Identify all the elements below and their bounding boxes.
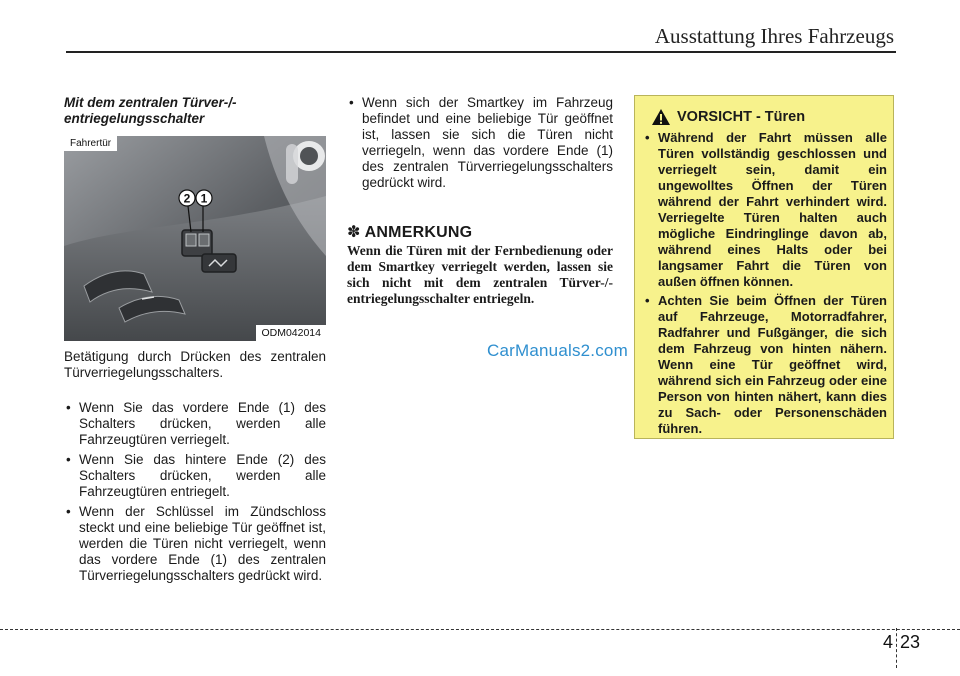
footer-rule <box>0 629 960 630</box>
note-heading: ✽ ANMERKUNG <box>347 224 473 241</box>
warning-icon <box>651 108 671 126</box>
smartkey-list <box>347 95 613 195</box>
door-panel-illustration <box>64 136 326 341</box>
page-number-divider <box>896 628 897 668</box>
intro-paragraph: Betätigung durch Drücken des zentralen Türverriegelungsschalters. <box>64 349 326 380</box>
lock-behavior-list <box>64 400 326 588</box>
list-item: • Wenn Sie das hintere Ende (2) des Schalters drücken, werden alle Fahrzeugtüren entriegelt. <box>64 452 326 500</box>
list-item: • Wenn der Schlüssel im Zündschloss steckt und eine beliebige Tür geöffnet ist, werden die Türen nicht verriegelt, wenn das vordere Ende (1) des zentralen Türverriegelungsschalters gedrückt wird. <box>64 504 326 584</box>
note-text: Wenn die Türen mit der Fernbedienung oder dem Smartkey verriegelt werden, lassen sie sich nicht mit dem zentralen Türver-/-entriegelungsschalter entriegeln. <box>347 243 613 306</box>
list-item: • Wenn Sie das vordere Ende (1) des Schalters drücken, werden alle Fahrzeugtüren verriegelt. <box>64 400 326 448</box>
chapter-number: 4 <box>883 632 894 652</box>
caution-title: VORSICHT - Türen <box>677 109 806 125</box>
section-heading: Mit dem zentralen Türver-/-entriegelungsschalter <box>64 95 237 126</box>
caution-list <box>643 130 887 440</box>
header-rule <box>66 51 896 53</box>
figure-code: ODM042014 <box>256 325 326 341</box>
caution-box <box>634 95 894 439</box>
caution-header <box>651 106 805 128</box>
page-number: 23 <box>900 632 921 652</box>
callout-label-1: 1 <box>200 191 208 206</box>
list-item: • Achten Sie beim Öffnen der Türen auf Fahrzeuge, Motorradfahrer, Radfahrer und Fußgänger, die sich dem Fahrzeug von hinten nähern. Wenn eine Tür geöffnet wird, während sich ein Fahrzeug oder eine Person von hinten nähert, kann dies zu Sach- oder Personenschäden führen. <box>643 293 887 437</box>
page-header-title: Ausstattung Ihres Fahrzeugs <box>654 24 894 48</box>
callout-label-2: 2 <box>183 191 191 206</box>
watermark-link[interactable]: CarManuals2.com <box>487 341 628 360</box>
figure-tag: Fahrertür <box>64 136 117 151</box>
list-item: • Während der Fahrt müssen alle Türen vollständig geschlossen und verriegelt sein, damit ein ungewolltes Öffnen der Türen während der Fahrt verhindert wird. Verriegelte Türen halten auch mögliche Eindringlinge davon ab, während eines Halts oder bei langsamer Fahrt die Türen von außen öffnen können. <box>643 130 887 290</box>
list-item: • Wenn sich der Smartkey im Fahrzeug befindet und eine beliebige Tür geöffnet ist, lassen sie sich die Türen nicht verriegeln, wenn das vordere Ende (1) des zentralen Türverriegelungsschalters gedrückt wird. <box>347 95 613 191</box>
door-switch-photo <box>64 136 326 341</box>
